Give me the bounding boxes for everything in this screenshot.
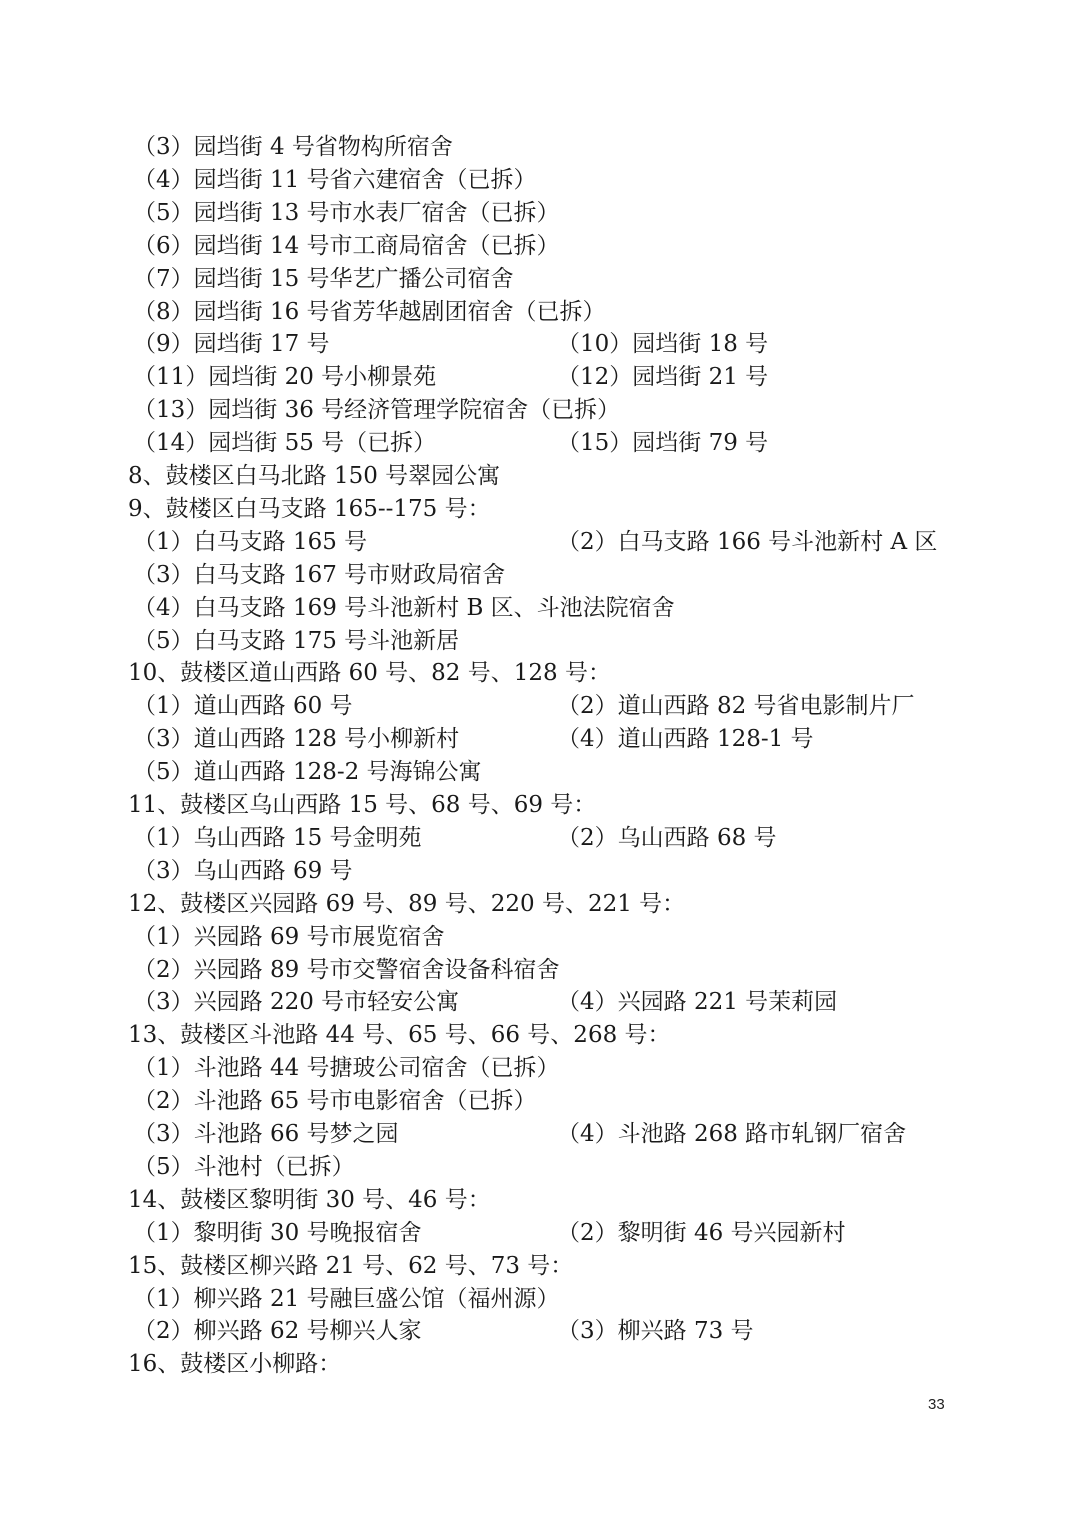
heading-text: 11、鼓楼区乌山西路 15 号、68 号、69 号： [128, 792, 597, 818]
list-item-left: （1）白马支路 165 号 [133, 528, 368, 555]
list-item-right: （2）黎明街 46 号兴园新村 [557, 1219, 846, 1246]
list-item-right: （3）柳兴路 73 号 [557, 1318, 754, 1345]
list-line [0, 526, 1080, 559]
list-item-right: （10）园垱街 18 号 [557, 331, 769, 358]
list-item-left: （3）斗池路 66 号梦之园 [133, 1121, 399, 1147]
list-item-left: （3）园垱街 4 号省物构所宿舍 [133, 134, 453, 160]
list-line [0, 1283, 1080, 1316]
list-item-left: （5）白马支路 175 号斗池新居 [133, 627, 460, 654]
section-heading [0, 657, 1080, 690]
section-heading [0, 1250, 1080, 1283]
list-item-right: （2）乌山西路 68 号 [557, 824, 777, 851]
list-item-left: （9）园垱街 17 号 [133, 331, 330, 358]
list-line [0, 164, 1080, 197]
list-item-left: （14）园垱街 55 号（已拆） [133, 430, 437, 457]
list-line [0, 921, 1080, 954]
list-item-left: （3）白马支路 167 号市财政局宿舍 [133, 561, 506, 588]
list-item-left: （3）兴园路 220 号市轻安公寓 [133, 989, 460, 1016]
section-heading [0, 460, 1080, 493]
page-number: 33 [928, 1396, 945, 1413]
list-item-left: （2）斗池路 65 号市电影宿舍（已拆） [133, 1088, 537, 1115]
list-item-left: （3）乌山西路 69 号 [133, 857, 353, 884]
list-line [0, 263, 1080, 296]
list-line [0, 1151, 1080, 1184]
heading-text: 13、鼓楼区斗池路 44 号、65 号、66 号、268 号： [128, 1022, 671, 1049]
list-item-left: （3）道山西路 128 号小柳新村 [133, 726, 460, 753]
list-item-right: （4）斗池路 268 路市轧钢厂宿舍 [557, 1121, 907, 1147]
list-line [0, 855, 1080, 888]
list-line [0, 723, 1080, 756]
list-item-right: （4）兴园路 221 号茉莉园 [557, 989, 838, 1016]
list-line [0, 1052, 1080, 1085]
list-item-left: （5）斗池村（已拆） [133, 1153, 355, 1180]
heading-text: 15、鼓楼区柳兴路 21 号、62 号、73 号： [128, 1252, 574, 1279]
list-item-left: （6）园垱街 14 号市工商局宿舍（已拆） [133, 232, 560, 259]
list-line [0, 394, 1080, 427]
section-heading [0, 493, 1080, 526]
list-line [0, 954, 1080, 987]
list-line [0, 131, 1080, 164]
list-line [0, 197, 1080, 230]
section-heading [0, 789, 1080, 822]
list-item-right: （15）园垱街 79 号 [557, 430, 769, 457]
list-item-left: （7）园垱街 15 号华艺广播公司宿舍 [133, 265, 514, 292]
list-item-left: （4）园垱街 11 号省六建宿舍（已拆） [133, 166, 537, 193]
list-line [0, 1217, 1080, 1250]
list-line [0, 296, 1080, 329]
list-item-right: （4）道山西路 128-1 号 [557, 726, 814, 753]
list-line [0, 559, 1080, 592]
list-item-left: （11）园垱街 20 号小柳景苑 [133, 364, 437, 391]
list-line [0, 822, 1080, 855]
list-item-left: （5）道山西路 128-2 号海锦公寓 [133, 759, 482, 786]
list-item-left: （2）柳兴路 62 号柳兴人家 [133, 1318, 422, 1345]
list-item-left: （1）黎明街 30 号晚报宿舍 [133, 1219, 422, 1246]
list-item-left: （13）园垱街 36 号经济管理学院宿舍（已拆） [133, 397, 621, 424]
list-item-left: （4）白马支路 169 号斗池新村 B 区、斗池法院宿舍 [133, 594, 675, 621]
list-item-left: （1）兴园路 69 号市展览宿舍 [133, 923, 445, 950]
list-item-left: （1）斗池路 44 号搪玻公司宿舍（已拆） [133, 1055, 560, 1082]
list-line [0, 1315, 1080, 1348]
section-heading [0, 1348, 1080, 1381]
list-item-right: （2）道山西路 82 号省电影制片厂 [557, 693, 915, 720]
section-heading [0, 1019, 1080, 1052]
heading-text: 8、鼓楼区白马北路 150 号翠园公寓 [128, 463, 501, 489]
list-line [0, 592, 1080, 625]
list-line [0, 625, 1080, 658]
list-line [0, 690, 1080, 723]
list-line [0, 328, 1080, 361]
heading-text: 14、鼓楼区黎明街 30 号、46 号： [128, 1186, 491, 1213]
section-heading [0, 888, 1080, 921]
list-line [0, 986, 1080, 1019]
section-heading [0, 1184, 1080, 1217]
list-item-right: （12）园垱街 21 号 [557, 364, 769, 391]
heading-text: 10、鼓楼区道山西路 60 号、82 号、128 号： [128, 660, 611, 687]
list-item-right: （2）白马支路 166 号斗池新村 A 区 [557, 528, 938, 555]
list-line [0, 1118, 1080, 1151]
list-item-left: （1）柳兴路 21 号融巨盛公馆（福州源） [133, 1285, 560, 1312]
list-item-left: （1）乌山西路 15 号金明苑 [133, 824, 422, 851]
list-line [0, 1085, 1080, 1118]
list-item-left: （8）园垱街 16 号省芳华越剧团宿舍（已拆） [133, 298, 606, 325]
heading-text: 9、鼓楼区白马支路 165--175 号： [128, 495, 491, 522]
heading-text: 16、鼓楼区小柳路： [128, 1351, 342, 1378]
list-item-left: （2）兴园路 89 号市交警宿舍设备科宿舍 [133, 956, 560, 983]
list-item-left: （1）道山西路 60 号 [133, 693, 353, 720]
heading-text: 12、鼓楼区兴园路 69 号、89 号、220 号、221 号： [128, 890, 686, 917]
list-line [0, 427, 1080, 460]
list-item-left: （5）园垱街 13 号市水表厂宿舍（已拆） [133, 199, 560, 226]
list-line [0, 361, 1080, 394]
list-line [0, 756, 1080, 789]
list-line [0, 230, 1080, 263]
